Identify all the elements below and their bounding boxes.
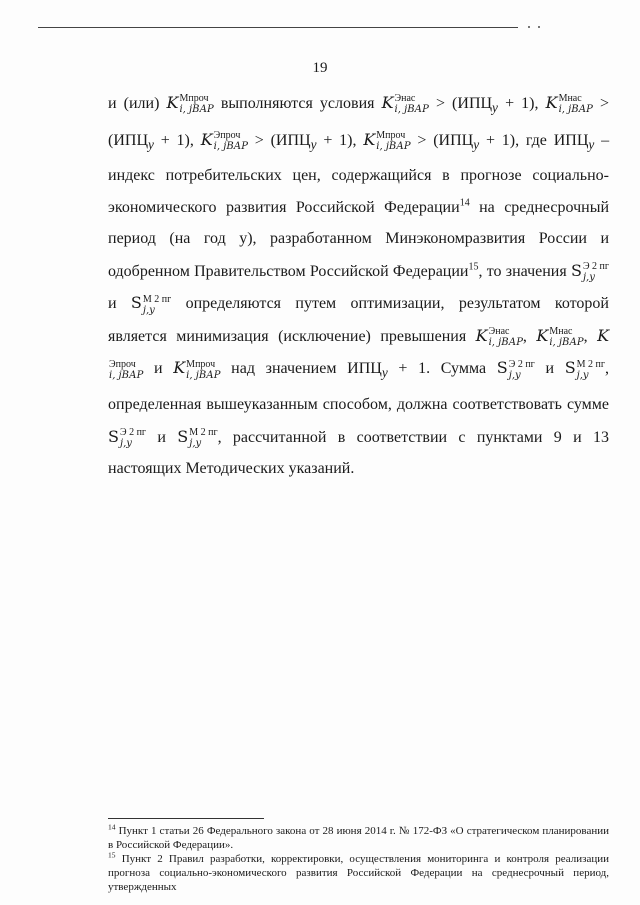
footnote-14: $^{14}$ Пункт 1 статьи 26 Федерального закона от 28 июня 2014 г. № 172-ФЗ «О стратегическом планировании в Российской Федерации». — [108, 822, 610, 851]
footnotes — [108, 824, 609, 894]
footnote-separator — [108, 818, 264, 819]
main-paragraph: и (или) K Мпроч i, jВАР выполняются условия K Энас i, jВАР > $(ИПЦ_y + 1)$, K Мнас i, jВАР > $(ИПЦ_y + 1)$, K Эпроч i, jВАР > $(ИПЦ_y + 1)$, K Мпроч i, jВАР > $(ИПЦ_y + 1)$, где $ИПЦ_y$ – индекс потребительских цен, содержащийся в прогнозе социально-экономического развития Российской Федерации$^{14}$ на среднесрочный период (на год у), разработанном Минэкономразвития России и одобренном Правительством Российской Федерации$^{15}$, то значения S Э 2 пг j,y и S М 2 пг j,y определяются путем оптимизации, результатом которой является минимизация (исключение) превышения K Энас i, jВАР , K Мнас i, jВАР , K Эпроч i, jВАР и K Мпроч i, jВАР над значением $ИПЦ_y + 1$. Сумма S Э 2 пг j,y и S М 2 пг j,y , определенная вышеуказанным способом, должна соответствовать сумме S Э 2 пг j,y и S М 2 пг j,y , рассчитанной в соответствии с пунктами 9 и 13 настоящих Методических указаний. — [108, 93, 610, 478]
footnote-ref-15[interactable]: 15 — [468, 261, 479, 273]
page-number: 19 — [312, 60, 328, 76]
header-rule — [38, 27, 518, 28]
scan-specks — [528, 26, 542, 28]
footnote-ref-14[interactable]: 14 — [459, 197, 470, 209]
footnote-15: $^{15}$ Пункт 2 Правил разработки, корректировки, осуществления мониторинга и контроля реализации прогноза социально-экономического развития Российской Федерации на среднесрочный период, утвержденных — [108, 850, 609, 893]
